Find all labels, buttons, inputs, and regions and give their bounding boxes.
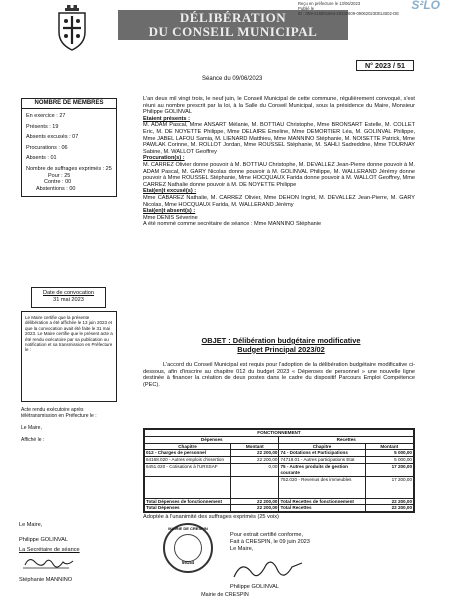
- accord-paragraph: L'accord du Conseil Municipal est requis pour l'adoption de la délibération budgétaire modificative ci-dessous, afin d'inscrire au chapitre 012 du budget 2023 « Dépenses de personnel » une nouvelle ligne destinée à financer la création de deux postes dans le cadre du dispositif Parcours Emploi Compétence (PEC).: [143, 362, 415, 388]
- header: [0, 0, 450, 58]
- table-row: [145, 457, 414, 464]
- table-row: [145, 505, 414, 512]
- deliberation-number: N° 2023 / 51: [356, 60, 414, 71]
- count-pour: Pour : 25: [48, 172, 71, 179]
- certify-block: [230, 532, 310, 554]
- count-procurations: Procurations : 06: [26, 144, 68, 151]
- certify-line-1: Pour extrait certifié conforme,: [230, 532, 304, 538]
- objet-line-2: Budget Principal 2023/02: [237, 344, 325, 354]
- total-dep-value: 22 200,00: [231, 498, 279, 505]
- budget-title: FONCTIONNEMENT: [145, 430, 414, 437]
- secretaire-name: Stéphanie MANNINO: [19, 577, 73, 583]
- count-contre: Contre : 00: [44, 179, 72, 186]
- count-absents-excuses: Absents excusés : 07: [26, 134, 79, 141]
- dep-label: 012 - Charges de personnel: [145, 450, 231, 457]
- excuses-heading: Etai(en)t excusé(s) :: [143, 188, 197, 195]
- session-date: Séance du 09/06/2023: [202, 76, 263, 82]
- header-chapitre-rec: Chapitre: [279, 443, 365, 450]
- total-rec2-label: Total Recettes: [279, 505, 365, 512]
- stamp-line-2: Publié le: [298, 6, 315, 11]
- convocation-box: [31, 287, 106, 308]
- rec-amount: 5 000,00: [365, 450, 413, 457]
- members-box: [21, 98, 117, 197]
- total-dep-label: Total Dépenses de fonctionnement: [145, 498, 231, 505]
- town-crest-icon: [55, 4, 89, 52]
- deliberation-body: [143, 96, 415, 228]
- certify-line-3: Le Maire,: [230, 546, 254, 553]
- rec-amount: 5 000,00: [365, 457, 413, 464]
- title-line-1: DÉLIBÉRATION: [179, 10, 287, 25]
- count-absents: Absents : 01: [26, 155, 57, 162]
- dep-amount: 0,00: [231, 463, 279, 476]
- procurations-heading: Procuration(s) :: [143, 155, 185, 162]
- count-en-exercice: En exercice : 27: [26, 113, 66, 119]
- secretaire-line: A été nommé comme secrétaire de séance : Mme MANNINO Stéphanie: [143, 221, 322, 228]
- excuses-list: Mme CABAREZ Nathalie, M. CARREZ Olivier, Mme DEHON Ingrid, M. DEVALLEZ Jean-Pierre, M. GARY Nicolas, Mme HOCQUAUX Farida, M. WALLERAND Jérémy: [143, 194, 415, 208]
- total-rec-value: 22 200,00: [365, 498, 413, 505]
- absents-list: Mme DENIS Séverine: [143, 214, 198, 221]
- adoption-line: Adoptée à l'unanimité des suffrages exprimés (25 voix): [143, 514, 279, 520]
- rec-label: 75 - Autres produits de gestion courante: [279, 463, 365, 476]
- dep-empty-amount: [231, 476, 279, 498]
- col-depenses: Dépenses: [145, 436, 279, 443]
- dep-amount: 22 200,00: [231, 457, 279, 464]
- note-affiche: Affiché le :: [21, 437, 45, 443]
- convocation-date: 31 mai 2023: [53, 296, 84, 303]
- count-abstentions: Abstentions : 00: [36, 185, 76, 192]
- count-suffrages: Nombre de suffrages exprimés : 25: [26, 165, 112, 172]
- rec-label: 74718.01 - Autres participations Etat: [279, 457, 365, 464]
- stamp-line-1: Reçu en préfecture le 13/06/2023: [298, 1, 361, 6]
- slo-logo: S²LO: [411, 0, 440, 12]
- objet-line-1: OBJET : Délibération budgétaire modificative: [201, 336, 361, 345]
- budget-table: [143, 428, 415, 513]
- header-montant-rec: Montant: [365, 443, 413, 450]
- certification-text: Le Maire certifie que la présente délibération a été affichée le 13 juin 2023 et que la convocation avait été faite le 31 mai 2023. Le Maire certifie que le présent acte a été rendu exécutoire par sa publication ou notification et sa transmission en Préfecture le :: [25, 315, 113, 353]
- total-rec-label: Total Recettes de fonctionnement: [279, 498, 365, 505]
- rec-amount: 17 200,00: [365, 463, 413, 476]
- intro-paragraph: L'an deux mil vingt trois, le neuf juin, le Conseil Municipal de cette commune, régulièrement convoqué, s'est réuni au nombre prescrit par la loi, à la Salle du Conseil Municipal, sous la présidence du Maire, Monsieur Philippe GOLINVAL: [143, 96, 415, 116]
- maire-signature-icon: [228, 555, 308, 585]
- dep-amount: 22 200,00: [231, 450, 279, 457]
- count-presents: Présents : 19: [26, 123, 59, 130]
- seal-inner-ring: [174, 534, 202, 562]
- secretaire-signature-icon: [19, 553, 77, 571]
- col-recettes: Recettes: [279, 436, 414, 443]
- maire-name: Philippe GOLINVAL: [19, 537, 69, 543]
- dep-label: 6451.020 - Cotisations à l'URSSAF: [145, 463, 231, 476]
- note-maire: Le Maire,: [21, 425, 42, 431]
- total-rec2-value: 22 200,00: [365, 505, 413, 512]
- note-executoire: Acte rendu exécutoire après télétransmission en Préfecture le :: [21, 407, 97, 419]
- absents-heading: Etai(en)t absent(s) :: [143, 208, 196, 215]
- maire-title: Le Maire,: [19, 522, 43, 528]
- mairie-seal-icon: [163, 523, 213, 573]
- table-row: [145, 498, 414, 505]
- dep-label: 64168.020 - Autres emplois d'insertion: [145, 457, 231, 464]
- objet-heading: [176, 337, 386, 354]
- presents-heading: Etaient présents :: [143, 115, 190, 122]
- members-counts: [21, 109, 117, 197]
- certify-name: Philippe GOLINVAL: [230, 584, 280, 590]
- rec-label: 74 - Dotations et Participations: [279, 450, 365, 457]
- header-chapitre-dep: Chapitre: [145, 443, 231, 450]
- secretaire-title: La Secrétaire de séance: [19, 547, 80, 553]
- rec-amount: 17 200,00: [365, 476, 413, 498]
- certify-line-2: Fait à CRESPIN, le 09 juin 2023: [230, 539, 310, 546]
- table-row: [145, 450, 414, 457]
- members-heading: NOMBRE DE MEMBRES: [21, 98, 117, 109]
- dep-empty: [145, 476, 231, 498]
- stamp-line-3: ID : 059-215901664-20230609-09062023DELIB02-DE: [298, 11, 400, 16]
- certification-box: [21, 311, 117, 402]
- prefecture-stamp: [298, 1, 450, 27]
- seal-text: MAIRIE DE CRESPIN: [168, 526, 208, 531]
- footer: Mairie de CRESPIN: [201, 592, 249, 598]
- total-label: Total Dépenses: [145, 505, 231, 512]
- presents-list: M. ADAM Pascal, Mme ANSART Mélanie, M. BOTTIAU Christophe, Mme BRONSART Estelle, M. COLLET Eric, M. DE NOYETTE Philippe, Mme DELAIRE Emeline, Mme DEMORTIER Léa, M. GOLINVAL Philippe, Mme JABEL LAFOU Samia, M. LIENARD Matthieu, Mme MANNINO Stéphanie, M. NOISETTE Patrick, Mme PAWLAK Corinne, M. ROLLOT Jordan, Mme ROUSSEL Stéphanie, M. SAHLI Sadreddine, Mme TOURNAY Sabine, M. WALLOT Geoffrey: [143, 122, 415, 155]
- rec-label: 752.020 - Revenus des immeubles: [279, 476, 365, 498]
- seal-number: 59154: [181, 560, 195, 565]
- table-row: [145, 476, 414, 498]
- side-notes: [21, 407, 117, 449]
- procurations-list: M. CARREZ Olivier donne pouvoir à M. BOTTIAU Christophe, M. DEVALLEZ Jean-Pierre donne pouvoir à M. ADAM Pascal, M. GARY Nicolas donne pouvoir à M. GOLINVAL Philippe, M. WALLERAND Jérémy donne pouvoir à Mme ROUSSEL Stéphanie, Mme HOCQUAUX Farida donne pouvoir à M. WALLOT Geoffrey, Mme CARREZ Nathalie donne pouvoir à M. DE NOYETTE Philippe: [143, 161, 415, 188]
- total-value: 22 200,00: [231, 505, 279, 512]
- table-row: [145, 463, 414, 476]
- convocation-label: Date de convocation: [43, 290, 94, 296]
- title-line-2: DU CONSEIL MUNICIPAL: [148, 24, 318, 39]
- header-montant-dep: Montant: [231, 443, 279, 450]
